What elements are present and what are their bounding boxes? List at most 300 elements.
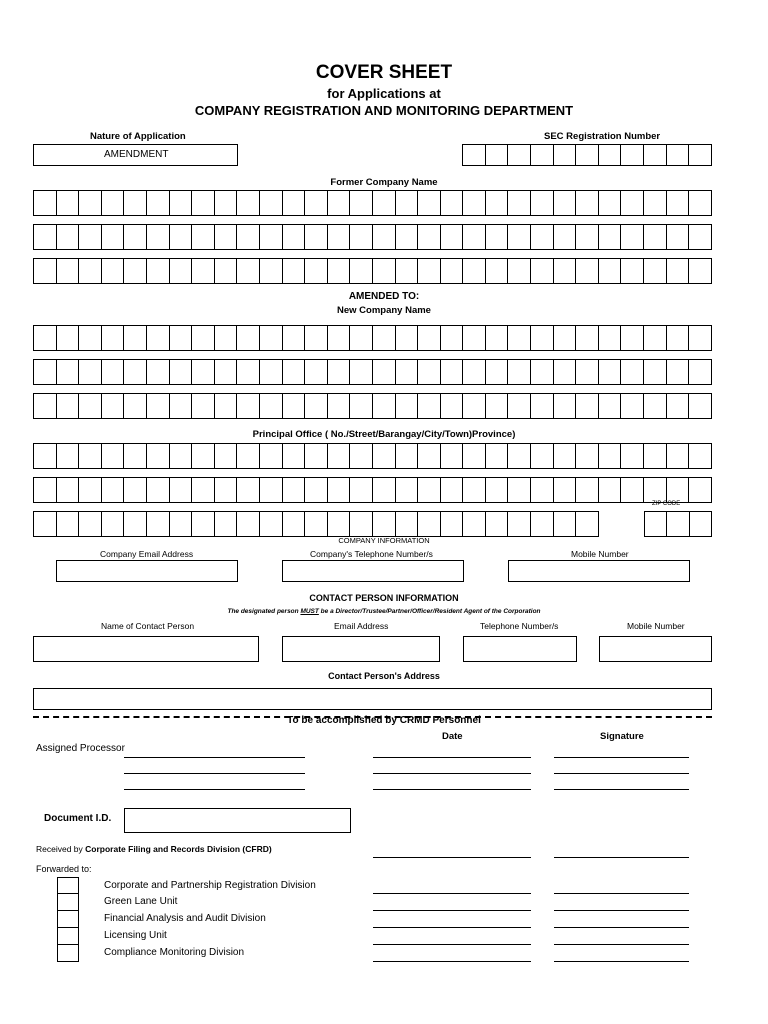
date-line-2[interactable] — [373, 773, 531, 774]
char-box[interactable] — [57, 258, 80, 284]
signature-line-2[interactable] — [554, 773, 689, 774]
new-company-name-row-3[interactable] — [33, 393, 712, 419]
char-box[interactable] — [170, 190, 193, 216]
char-box[interactable] — [215, 325, 238, 351]
new-company-name-row-1[interactable] — [33, 325, 712, 351]
char-box[interactable] — [79, 359, 102, 385]
char-box[interactable] — [531, 511, 554, 537]
signature-line-3[interactable] — [554, 789, 689, 790]
received-signature-line[interactable] — [554, 857, 689, 858]
char-box[interactable] — [34, 190, 57, 216]
char-box[interactable] — [576, 258, 599, 284]
char-box[interactable] — [441, 359, 464, 385]
char-box[interactable] — [576, 359, 599, 385]
char-box[interactable] — [396, 190, 419, 216]
char-box[interactable] — [689, 258, 712, 284]
char-box[interactable] — [599, 443, 622, 469]
char-box[interactable] — [79, 477, 102, 503]
char-box[interactable] — [418, 393, 441, 419]
char-box[interactable] — [350, 359, 373, 385]
char-box[interactable] — [328, 325, 351, 351]
char-box[interactable] — [396, 511, 419, 537]
char-box[interactable] — [328, 511, 351, 537]
char-box[interactable] — [396, 443, 419, 469]
signature-line-1[interactable] — [554, 757, 689, 758]
assigned-processor-line-3[interactable] — [124, 789, 305, 790]
char-box[interactable] — [57, 359, 80, 385]
char-box[interactable] — [124, 325, 147, 351]
char-box[interactable] — [441, 443, 464, 469]
document-id-input[interactable] — [124, 808, 351, 833]
char-box[interactable] — [260, 258, 283, 284]
char-box[interactable] — [283, 511, 306, 537]
char-box[interactable] — [667, 443, 690, 469]
checkbox-division-1[interactable] — [57, 877, 79, 894]
char-box[interactable] — [328, 443, 351, 469]
char-box[interactable] — [124, 393, 147, 419]
char-box[interactable] — [689, 224, 712, 250]
division-signature-line-1[interactable] — [554, 893, 689, 894]
char-box[interactable] — [486, 144, 509, 166]
char-box[interactable] — [260, 443, 283, 469]
assigned-processor-line-2[interactable] — [124, 773, 305, 774]
char-box[interactable] — [102, 258, 125, 284]
char-box[interactable] — [350, 325, 373, 351]
char-box[interactable] — [79, 325, 102, 351]
char-box[interactable] — [508, 477, 531, 503]
char-box[interactable] — [260, 393, 283, 419]
char-box[interactable] — [576, 190, 599, 216]
char-box[interactable] — [667, 144, 690, 166]
contact-telephone-input[interactable] — [463, 636, 577, 662]
company-telephone-input[interactable] — [282, 560, 464, 582]
char-box[interactable] — [283, 359, 306, 385]
char-box[interactable] — [531, 190, 554, 216]
char-box[interactable] — [441, 224, 464, 250]
char-box[interactable] — [328, 359, 351, 385]
char-box[interactable] — [147, 511, 170, 537]
char-box[interactable] — [34, 477, 57, 503]
char-box[interactable] — [57, 190, 80, 216]
char-box[interactable] — [531, 359, 554, 385]
char-box[interactable] — [486, 359, 509, 385]
char-box[interactable] — [486, 511, 509, 537]
char-box[interactable] — [486, 443, 509, 469]
char-box[interactable] — [418, 477, 441, 503]
former-company-name-row-1[interactable] — [33, 190, 712, 216]
char-box[interactable] — [305, 511, 328, 537]
principal-office-row-3[interactable] — [33, 511, 599, 537]
char-box[interactable] — [508, 258, 531, 284]
char-box[interactable] — [621, 477, 644, 503]
char-box[interactable] — [576, 393, 599, 419]
char-box[interactable] — [508, 359, 531, 385]
char-box[interactable] — [350, 224, 373, 250]
char-box[interactable] — [34, 443, 57, 469]
char-box[interactable] — [689, 443, 712, 469]
char-box[interactable] — [79, 224, 102, 250]
char-box[interactable] — [554, 443, 577, 469]
char-box[interactable] — [147, 477, 170, 503]
char-box[interactable] — [237, 224, 260, 250]
char-box[interactable] — [621, 144, 644, 166]
char-box[interactable] — [215, 359, 238, 385]
char-box[interactable] — [418, 511, 441, 537]
char-box[interactable] — [531, 325, 554, 351]
date-line-1[interactable] — [373, 757, 531, 758]
char-box[interactable] — [418, 190, 441, 216]
char-box[interactable] — [599, 393, 622, 419]
char-box[interactable] — [170, 443, 193, 469]
char-box[interactable] — [644, 258, 667, 284]
char-box[interactable] — [621, 258, 644, 284]
char-box[interactable] — [508, 190, 531, 216]
char-box[interactable] — [531, 224, 554, 250]
char-box[interactable] — [79, 511, 102, 537]
char-box[interactable] — [396, 224, 419, 250]
char-box[interactable] — [645, 511, 667, 537]
char-box[interactable] — [508, 393, 531, 419]
char-box[interactable] — [418, 359, 441, 385]
char-box[interactable] — [644, 393, 667, 419]
char-box[interactable] — [102, 443, 125, 469]
char-box[interactable] — [441, 393, 464, 419]
char-box[interactable] — [192, 443, 215, 469]
char-box[interactable] — [621, 224, 644, 250]
char-box[interactable] — [260, 224, 283, 250]
char-box[interactable] — [283, 393, 306, 419]
char-box[interactable] — [350, 258, 373, 284]
char-box[interactable] — [215, 393, 238, 419]
char-box[interactable] — [373, 224, 396, 250]
char-box[interactable] — [124, 359, 147, 385]
char-box[interactable] — [305, 443, 328, 469]
division-date-line-3[interactable] — [373, 927, 531, 928]
char-box[interactable] — [463, 443, 486, 469]
char-box[interactable] — [124, 443, 147, 469]
char-box[interactable] — [57, 477, 80, 503]
char-box[interactable] — [260, 511, 283, 537]
char-box[interactable] — [621, 359, 644, 385]
char-box[interactable] — [283, 258, 306, 284]
division-date-line-5[interactable] — [373, 961, 531, 962]
char-box[interactable] — [192, 359, 215, 385]
char-box[interactable] — [305, 258, 328, 284]
char-box[interactable] — [215, 443, 238, 469]
checkbox-division-2[interactable] — [57, 894, 79, 911]
contact-email-input[interactable] — [282, 636, 440, 662]
char-box[interactable] — [170, 224, 193, 250]
char-box[interactable] — [124, 477, 147, 503]
char-box[interactable] — [305, 325, 328, 351]
char-box[interactable] — [260, 325, 283, 351]
char-box[interactable] — [34, 359, 57, 385]
char-box[interactable] — [463, 258, 486, 284]
char-box[interactable] — [215, 258, 238, 284]
char-box[interactable] — [644, 359, 667, 385]
char-box[interactable] — [667, 477, 690, 503]
char-box[interactable] — [192, 325, 215, 351]
char-box[interactable] — [328, 224, 351, 250]
division-date-line-2[interactable] — [373, 910, 531, 911]
char-box[interactable] — [531, 477, 554, 503]
char-box[interactable] — [486, 224, 509, 250]
char-box[interactable] — [463, 325, 486, 351]
char-box[interactable] — [599, 325, 622, 351]
char-box[interactable] — [576, 511, 599, 537]
sec-registration-number-grid[interactable] — [462, 144, 712, 166]
char-box[interactable] — [508, 325, 531, 351]
char-box[interactable] — [57, 325, 80, 351]
char-box[interactable] — [667, 224, 690, 250]
char-box[interactable] — [373, 511, 396, 537]
char-box[interactable] — [576, 144, 599, 166]
char-box[interactable] — [147, 443, 170, 469]
principal-office-row-1[interactable] — [33, 443, 712, 469]
checkbox-division-5[interactable] — [57, 945, 79, 962]
char-box[interactable] — [373, 258, 396, 284]
char-box[interactable] — [621, 325, 644, 351]
char-box[interactable] — [621, 443, 644, 469]
char-box[interactable] — [667, 511, 689, 537]
char-box[interactable] — [373, 443, 396, 469]
char-box[interactable] — [350, 393, 373, 419]
char-box[interactable] — [463, 393, 486, 419]
char-box[interactable] — [192, 511, 215, 537]
char-box[interactable] — [79, 258, 102, 284]
char-box[interactable] — [554, 359, 577, 385]
char-box[interactable] — [644, 144, 667, 166]
char-box[interactable] — [396, 325, 419, 351]
char-box[interactable] — [283, 190, 306, 216]
char-box[interactable] — [79, 393, 102, 419]
char-box[interactable] — [34, 325, 57, 351]
contact-name-input[interactable] — [33, 636, 259, 662]
zip-code-grid[interactable] — [644, 511, 712, 537]
char-box[interactable] — [396, 359, 419, 385]
char-box[interactable] — [689, 359, 712, 385]
char-box[interactable] — [441, 258, 464, 284]
char-box[interactable] — [373, 190, 396, 216]
char-box[interactable] — [396, 477, 419, 503]
checkbox-division-3[interactable] — [57, 911, 79, 928]
char-box[interactable] — [554, 511, 577, 537]
char-box[interactable] — [531, 443, 554, 469]
char-box[interactable] — [102, 511, 125, 537]
char-box[interactable] — [441, 511, 464, 537]
char-box[interactable] — [34, 393, 57, 419]
char-box[interactable] — [486, 477, 509, 503]
char-box[interactable] — [215, 511, 238, 537]
char-box[interactable] — [621, 190, 644, 216]
char-box[interactable] — [147, 393, 170, 419]
principal-office-row-2[interactable] — [33, 477, 712, 503]
char-box[interactable] — [554, 190, 577, 216]
char-box[interactable] — [328, 190, 351, 216]
char-box[interactable] — [260, 190, 283, 216]
char-box[interactable] — [147, 359, 170, 385]
char-box[interactable] — [215, 477, 238, 503]
char-box[interactable] — [418, 258, 441, 284]
char-box[interactable] — [305, 393, 328, 419]
char-box[interactable] — [350, 477, 373, 503]
char-box[interactable] — [283, 477, 306, 503]
char-box[interactable] — [644, 325, 667, 351]
char-box[interactable] — [215, 190, 238, 216]
char-box[interactable] — [305, 359, 328, 385]
char-box[interactable] — [170, 359, 193, 385]
char-box[interactable] — [644, 443, 667, 469]
char-box[interactable] — [147, 224, 170, 250]
char-box[interactable] — [237, 443, 260, 469]
char-box[interactable] — [170, 258, 193, 284]
division-date-line-1[interactable] — [373, 893, 531, 894]
char-box[interactable] — [34, 258, 57, 284]
char-box[interactable] — [418, 224, 441, 250]
char-box[interactable] — [57, 224, 80, 250]
char-box[interactable] — [373, 393, 396, 419]
char-box[interactable] — [34, 511, 57, 537]
char-box[interactable] — [170, 477, 193, 503]
char-box[interactable] — [34, 224, 57, 250]
char-box[interactable] — [486, 190, 509, 216]
char-box[interactable] — [508, 224, 531, 250]
char-box[interactable] — [531, 393, 554, 419]
char-box[interactable] — [192, 190, 215, 216]
char-box[interactable] — [305, 224, 328, 250]
nature-of-application-field[interactable] — [33, 144, 238, 166]
char-box[interactable] — [283, 325, 306, 351]
char-box[interactable] — [689, 477, 712, 503]
char-box[interactable] — [486, 325, 509, 351]
char-box[interactable] — [576, 477, 599, 503]
char-box[interactable] — [79, 443, 102, 469]
char-box[interactable] — [689, 144, 712, 166]
char-box[interactable] — [350, 190, 373, 216]
char-box[interactable] — [192, 393, 215, 419]
division-signature-line-2[interactable] — [554, 910, 689, 911]
char-box[interactable] — [350, 443, 373, 469]
char-box[interactable] — [237, 393, 260, 419]
char-box[interactable] — [667, 359, 690, 385]
char-box[interactable] — [644, 190, 667, 216]
char-box[interactable] — [170, 325, 193, 351]
received-date-line[interactable] — [373, 857, 531, 858]
division-signature-line-4[interactable] — [554, 944, 689, 945]
char-box[interactable] — [237, 359, 260, 385]
division-signature-line-3[interactable] — [554, 927, 689, 928]
char-box[interactable] — [418, 325, 441, 351]
char-box[interactable] — [147, 190, 170, 216]
char-box[interactable] — [463, 511, 486, 537]
char-box[interactable] — [599, 477, 622, 503]
char-box[interactable] — [554, 224, 577, 250]
char-box[interactable] — [667, 325, 690, 351]
char-box[interactable] — [283, 224, 306, 250]
char-box[interactable] — [237, 190, 260, 216]
char-box[interactable] — [554, 477, 577, 503]
char-box[interactable] — [124, 190, 147, 216]
char-box[interactable] — [57, 511, 80, 537]
char-box[interactable] — [463, 224, 486, 250]
char-box[interactable] — [215, 224, 238, 250]
char-box[interactable] — [373, 325, 396, 351]
former-company-name-row-3[interactable] — [33, 258, 712, 284]
company-mobile-input[interactable] — [508, 560, 690, 582]
char-box[interactable] — [508, 144, 531, 166]
char-box[interactable] — [102, 477, 125, 503]
char-box[interactable] — [102, 393, 125, 419]
char-box[interactable] — [124, 511, 147, 537]
char-box[interactable] — [554, 325, 577, 351]
division-signature-line-5[interactable] — [554, 961, 689, 962]
char-box[interactable] — [463, 144, 486, 166]
char-box[interactable] — [463, 477, 486, 503]
char-box[interactable] — [508, 511, 531, 537]
char-box[interactable] — [508, 443, 531, 469]
char-box[interactable] — [463, 190, 486, 216]
char-box[interactable] — [599, 190, 622, 216]
char-box[interactable] — [531, 144, 554, 166]
char-box[interactable] — [237, 325, 260, 351]
char-box[interactable] — [667, 393, 690, 419]
char-box[interactable] — [599, 144, 622, 166]
contact-mobile-input[interactable] — [599, 636, 712, 662]
char-box[interactable] — [644, 224, 667, 250]
char-box[interactable] — [486, 258, 509, 284]
new-company-name-row-2[interactable] — [33, 359, 712, 385]
char-box[interactable] — [124, 258, 147, 284]
char-box[interactable] — [192, 224, 215, 250]
char-box[interactable] — [486, 393, 509, 419]
char-box[interactable] — [373, 359, 396, 385]
contact-address-input[interactable] — [33, 688, 712, 710]
char-box[interactable] — [328, 393, 351, 419]
char-box[interactable] — [170, 511, 193, 537]
char-box[interactable] — [57, 443, 80, 469]
char-box[interactable] — [689, 190, 712, 216]
char-box[interactable] — [328, 477, 351, 503]
char-box[interactable] — [102, 359, 125, 385]
char-box[interactable] — [328, 258, 351, 284]
char-box[interactable] — [396, 258, 419, 284]
char-box[interactable] — [644, 477, 667, 503]
division-date-line-4[interactable] — [373, 944, 531, 945]
char-box[interactable] — [147, 258, 170, 284]
char-box[interactable] — [689, 393, 712, 419]
char-box[interactable] — [396, 393, 419, 419]
char-box[interactable] — [689, 325, 712, 351]
char-box[interactable] — [463, 359, 486, 385]
char-box[interactable] — [554, 144, 577, 166]
char-box[interactable] — [237, 477, 260, 503]
char-box[interactable] — [237, 511, 260, 537]
checkbox-division-4[interactable] — [57, 928, 79, 945]
char-box[interactable] — [599, 258, 622, 284]
company-email-input[interactable] — [56, 560, 238, 582]
char-box[interactable] — [554, 393, 577, 419]
char-box[interactable] — [170, 393, 193, 419]
char-box[interactable] — [57, 393, 80, 419]
char-box[interactable] — [192, 258, 215, 284]
char-box[interactable] — [418, 443, 441, 469]
char-box[interactable] — [373, 477, 396, 503]
char-box[interactable] — [667, 258, 690, 284]
char-box[interactable] — [260, 477, 283, 503]
date-line-3[interactable] — [373, 789, 531, 790]
char-box[interactable] — [576, 224, 599, 250]
char-box[interactable] — [305, 477, 328, 503]
